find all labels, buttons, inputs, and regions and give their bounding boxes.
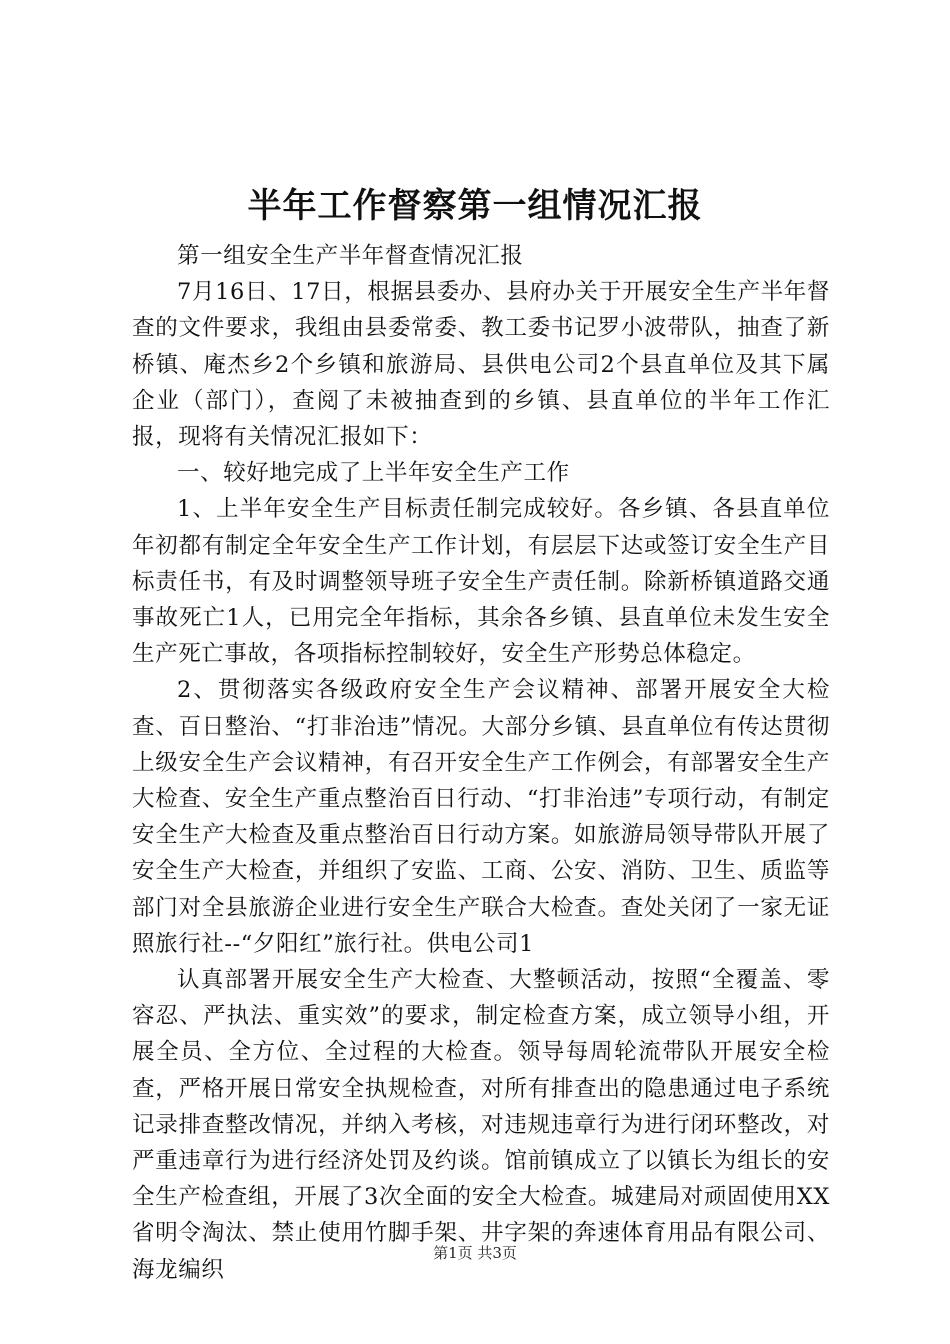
document-title: 半年工作督察第一组情况汇报: [247, 186, 703, 226]
paragraph-item-2: 2、贯彻落实各级政府安全生产会议精神、部署开展安全大检查、百日整治、“打非治违”情况。大部分乡镇、县直单位有传达贯彻上级安全生产会议精神，有召开安全生产工作例会，有部署安全生产大检查、安全生产重点整治百日行动、“打非治违”专项行动，有制定安全生产大检查及重点整治百日行动方案。如旅游局领导带队开展了安全生产大检查，并组织了安监、工商、公安、消防、卫生、质监等部门对全县旅游企业进行安全生产联合大检查。查处关闭了一家无证照旅行社--“夕阳红”旅行社。供电公司1: [132, 677, 830, 957]
document-body: [132, 238, 830, 1288]
paragraph-intro: 7月16日、17日，根据县委办、县府办关于开展安全生产半年督查的文件要求，我组由县委常委、教工委书记罗小波带队，抽查了新桥镇、庵杰乡2个乡镇和旅游局、县供电公司2个县直单位及其下属企业（部门），查阅了未被抽查到的乡镇、县直单位的半年工作汇报，现将有关情况汇报如下：: [132, 279, 830, 451]
section-heading-subtitle: 第一组安全生产半年督查情况汇报: [177, 243, 524, 269]
page-footer: 第1页 共3页: [433, 1244, 517, 1262]
section-heading-one: 一、较好地完成了上半年安全生产工作: [177, 460, 570, 487]
paragraph-continuation: 认真部署开展安全生产大检查、大整顿活动，按照“全覆盖、零容忍、严执法、重实效”的要求，制定检查方案，成立领导小组，开展全员、全方位、全过程的大检查。领导每周轮流带队开展安全检查，严格开展日常安全执规检查，对所有排查出的隐患通过电子系统记录排查整改情况，并纳入考核，对违规违章行为进行闭环整改，对严重违章行为进行经济处罚及约谈。馆前镇成立了以镇长为组长的安全生产检查组，开展了3次全面的安全大检查。城建局对顽固使用XX省明令淘汰、禁止使用竹脚手架、井字架的奔速体育用品有限公司、海龙编织: [132, 967, 830, 1283]
paragraph-item-1: 1、上半年安全生产目标责任制完成较好。各乡镇、各县直单位年初都有制定全年安全生产工作计划，有层层下达或签订安全生产目标责任书，有及时调整领导班子安全生产责任制。除新桥镇道路交通事故死亡1人，已用完全年指标，其余各乡镇、县直单位未发生安全生产死亡事故，各项指标控制较好，安全生产形势总体稳定。: [132, 496, 830, 668]
